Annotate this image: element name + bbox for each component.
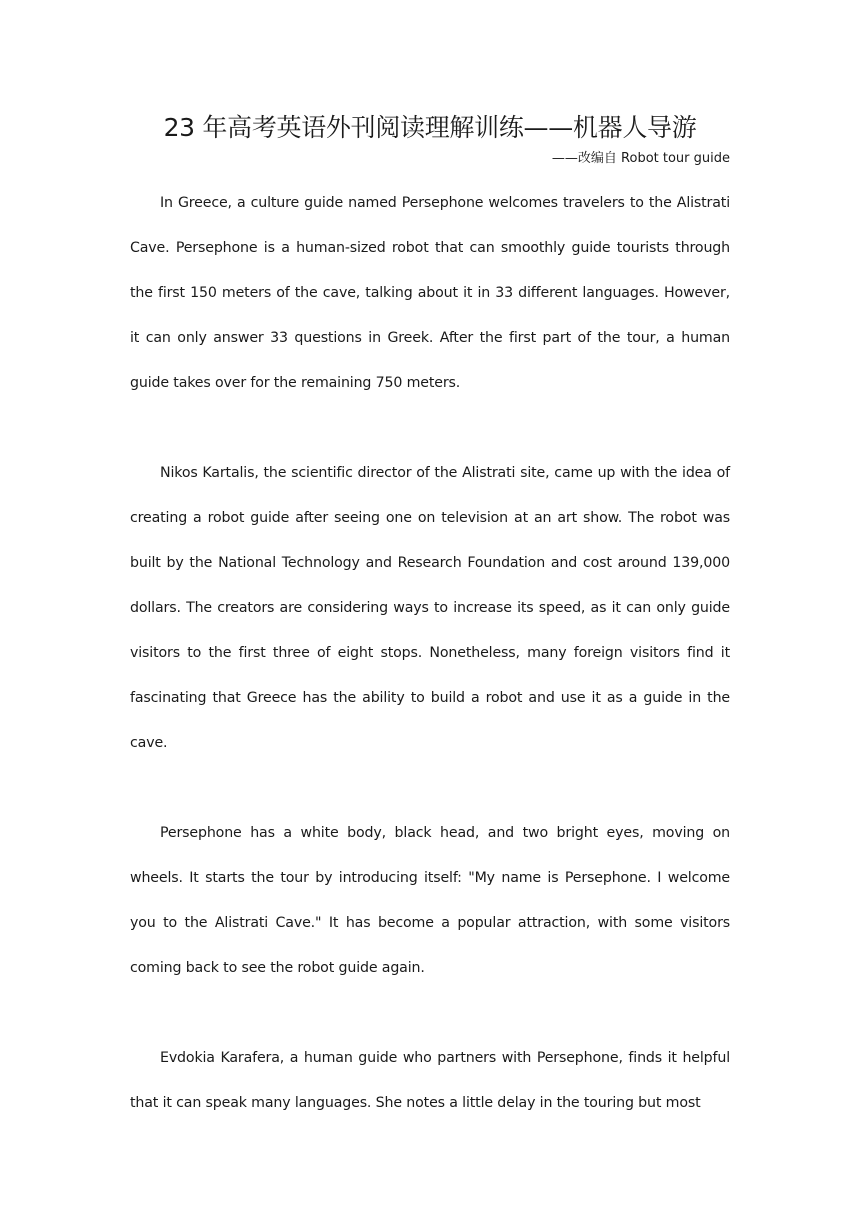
paragraph-4: Evdokia Karafera, a human guide who partners with Persephone, finds it helpful that it can speak many languages. She notes a little delay in the touring but most <box>130 1050 730 1111</box>
paragraph-1: In Greece, a culture guide named Persephone welcomes travelers to the Alistrati Cave. Persephone is a human-sized robot that can smoothly guide tourists through the first 150 meters of the cave, talking about it in 33 different languages. However, it can only answer 33 questions in Greek. After the first part of the tour, a human guide takes over for the remaining 750 meters. <box>130 195 730 391</box>
document-title: 23 年高考英语外刊阅读理解训练——机器人导游 <box>163 113 697 142</box>
paragraph-2: Nikos Kartalis, the scientific director of the Alistrati site, came up with the idea of creating a robot guide after seeing one on television at an art show. The robot was built by the National Technology and Research Foundation and cost around 139,000 dollars. The creators are considering ways to increase its speed, as it can only guide visitors to the first three of eight stops. Nonetheless, many foreign visitors find it fascinating that Greece has the ability to build a robot and use it as a guide in the cave. <box>130 465 730 751</box>
document-subtitle: ——改编自 Robot tour guide <box>551 151 730 166</box>
document-page <box>130 108 730 1171</box>
paragraph-3: Persephone has a white body, black head, and two bright eyes, moving on wheels. It starts the tour by introducing itself: "My name is Persephone. I welcome you to the Alistrati Cave." It has become a popular attraction, with some visitors coming back to see the robot guide again. <box>130 825 730 976</box>
article-body <box>130 181 730 1126</box>
